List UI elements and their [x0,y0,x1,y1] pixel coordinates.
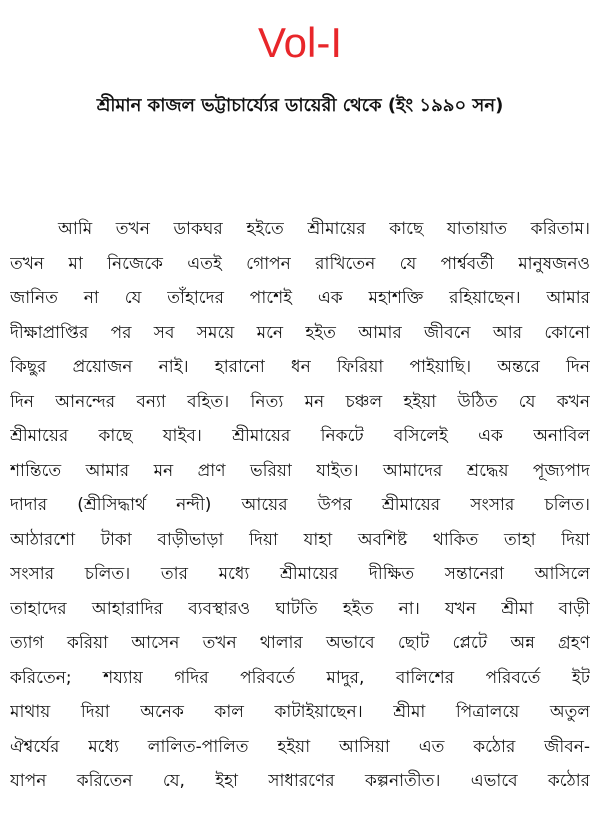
paragraph-line: ঐশ্বর্যের মধ্যে লালিত-পালিত হইয়া আসিয়া এত কঠোর জীবন- [10,736,590,757]
paragraph-line: আঠারশো টাকা বাড়ীভাড়া দিয়া যাহা অবশিষ্ট থাকিত তাহা দিয়া [10,529,590,550]
paragraph-line: যাপন করিতেন যে, ইহা সাধারণের কল্পনাতীত। এভাবে কঠোর [10,771,590,791]
paragraph-line: তাহাদের আহারাদির ব্যবস্থারও ঘাটতি হইত না। যখন শ্রীমা বাড়ী [10,598,590,619]
paragraph-line: করিতেন; শয্যায় গদির পরিবর্তে মাদুর, বালিশের পরিবর্তে ইট [10,667,590,688]
paragraph-line: সংসার চলিত। তার মধ্যে শ্রীমায়ের দীক্ষিত সন্তানেরা আসিলে [10,564,590,584]
diary-heading: শ্রীমান কাজল ভট্টাচার্য্যের ডায়েরী থেকে (ইং ১৯৯০ সন) [96,95,504,116]
paragraph-line: তখন মা নিজেকে এতই গোপন রাখিতেন যে পার্শ্ববর্তী মানুষজনও [10,253,590,274]
paragraph-line: মাথায় দিয়া অনেক কাল কাটাইয়াছেন। শ্রীমা পিত্রালয়ে অতুল [10,702,590,722]
body-paragraph [10,212,590,799]
paragraph-line: দাদার (শ্রীসিদ্ধার্থ নন্দী) আয়ের উপর শ্রীমায়ের সংসার চলিত। [10,495,590,515]
paragraph-line: ত্যাগ করিয়া আসেন তখন থালার অভাবে ছোট প্লেটে অন্ন গ্রহণ [10,633,590,653]
paragraph-line: শ্রীমায়ের কাছে যাইব। শ্রীমায়ের নিকটে বসিলেই এক অনাবিল [10,426,590,446]
paragraph-line: দীক্ষাপ্রাপ্তির পর সব সময়ে মনে হইত আমার জীবনে আর কোনো [10,322,590,343]
paragraph-line: কিছুর প্রয়োজন নাই। হারানো ধন ফিরিয়া পাইয়াছি। অন্তরে দিন [10,357,590,377]
paragraph-line: আমি তখন ডাকঘর হইতে শ্রীমায়ের কাছে যাতায়াত করিতাম। [58,219,590,239]
paragraph-line: জানিত না যে তাঁহাদের পাশেই এক মহাশক্তি রহিয়াছেন। আমার [10,288,590,308]
volume-label: Vol-I [257,19,343,66]
paragraph-line: শান্তিতে আমার মন প্রাণ ভরিয়া যাইত। আমাদের শ্রদ্ধেয় পূজ্যপাদ [10,460,590,481]
paragraph-line: দিন আনন্দের বন্যা বহিত। নিত্য মন চঞ্চল হইয়া উঠিত যে কখন [10,391,590,412]
